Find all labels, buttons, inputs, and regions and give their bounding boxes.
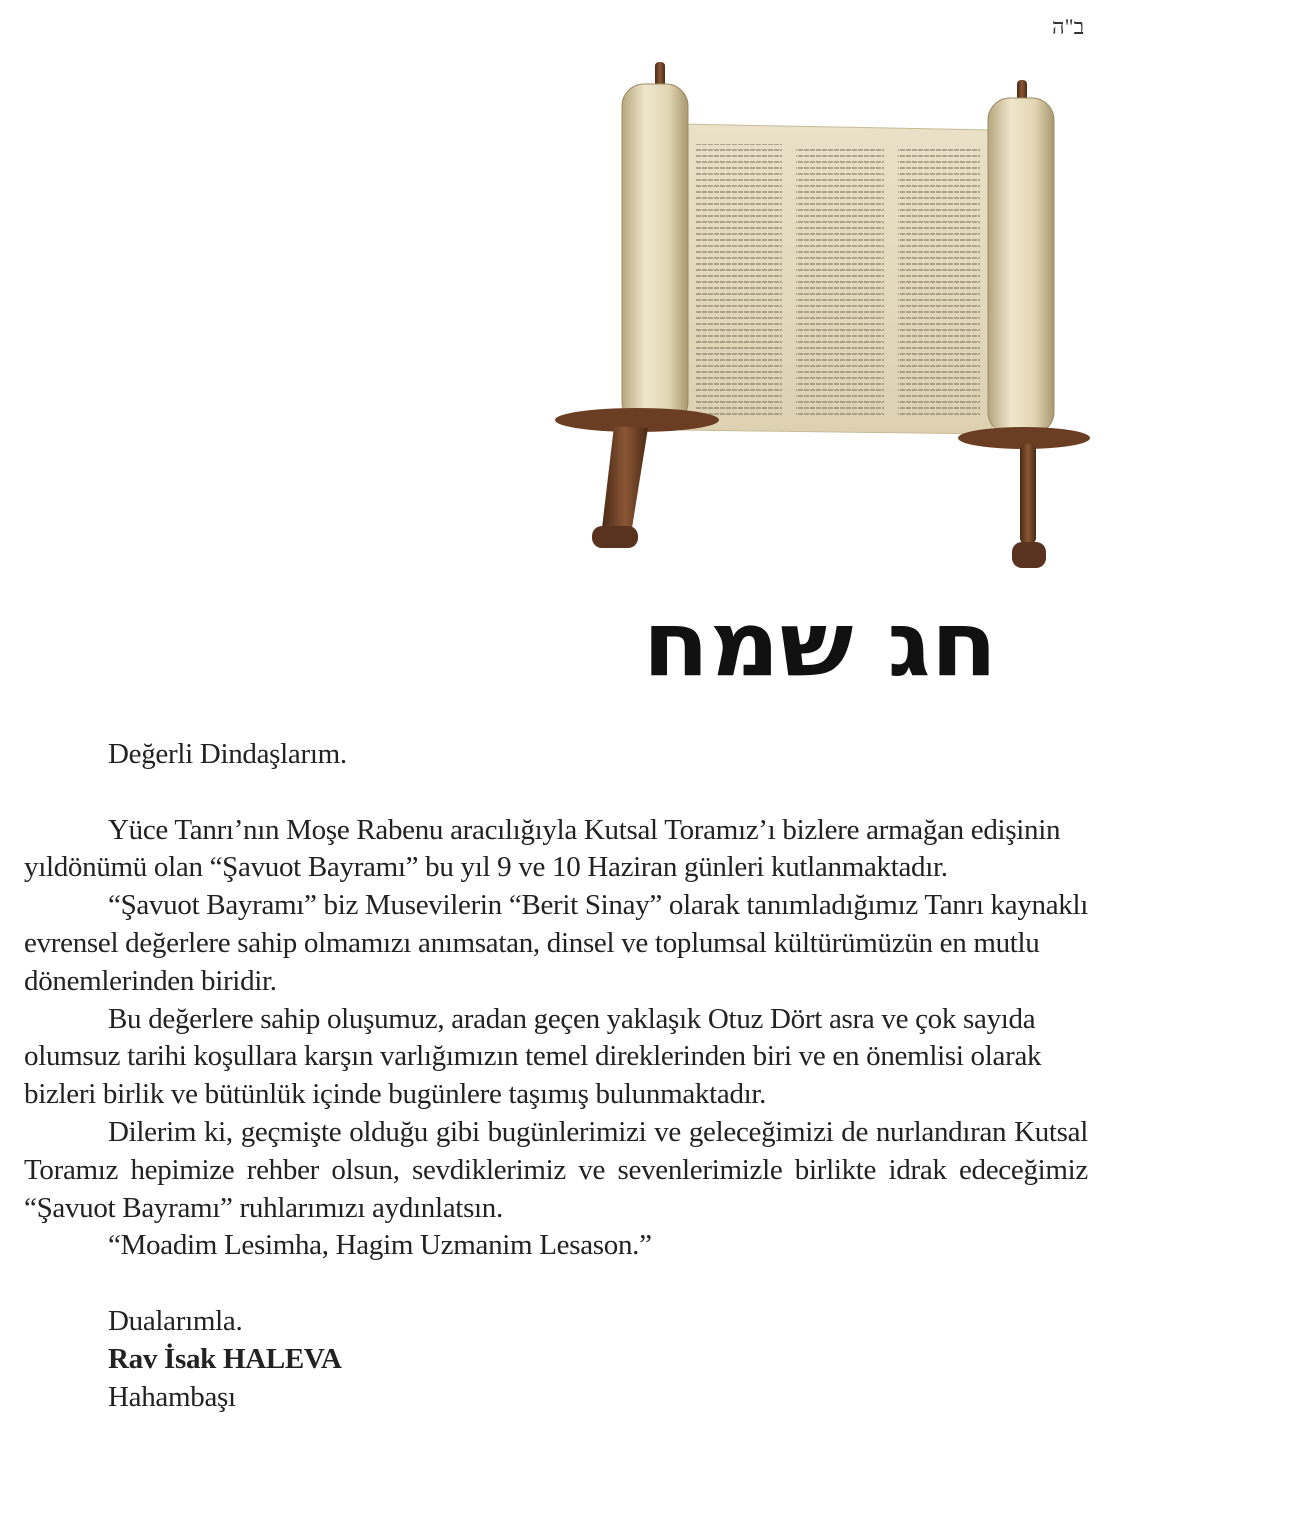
paragraph-4: Dilerim ki, geçmişte olduğu gibi bugünlerimizi ve geleceğimizi de nurlandıran Kutsal Toramız hepimize rehber olsun, sevdiklerimiz ve sevenlerimizle birlikte idrak edeceğimiz “Şavuot Bayramı” ruhlarımızı aydınlatsın. [24, 1115, 1088, 1224]
paragraph-3: Bu değerlere sahip oluşumuz, aradan geçen yaklaşık Otuz Dört asra ve çok sayıda olumsuz tarihi koşullara karşın varlığımızın temel direklerinden biri ve en önemlisi olarak bizleri birlik ve bütünlük içinde bugünlere taşımış bulunmaktadır. [24, 1002, 1042, 1111]
bh-mark: ב"ה [1052, 14, 1085, 39]
closing: Dualarımla. [108, 1304, 243, 1337]
torah-scroll-illustration [552, 58, 1092, 576]
paragraph-2: “Şavuot Bayramı” biz Musevilerin “Berit Sinay” olarak tanımladığımız Tanrı kaynaklı evrensel değerlere sahip olmamızı anımsatan, dinsel ve toplumsal kültürümüzün en mutlu dönemlerinden biridir. [24, 889, 1089, 997]
greeting: Değerli Dindaşlarım. [108, 738, 347, 770]
signature-title: Hahambaşı [108, 1380, 236, 1413]
hag-sameach-heading: חג שמח [642, 592, 998, 697]
paragraph-1: Yüce Tanrı’nın Moşe Rabenu aracılığıyla Kutsal Toramız’ı bizlere armağan edişinin yıldönümü olan “Şavuot Bayramı” bu yıl 9 ve 10 Haziran günleri kutlanmaktadır. [24, 813, 1061, 884]
signature-block [24, 1303, 1088, 1416]
letter-body [24, 736, 1088, 1416]
paragraph-5: “Moadim Lesimha, Hagim Uzmanim Lesason.” [108, 1229, 652, 1262]
signature-name: Rav İsak HALEVA [108, 1342, 342, 1375]
